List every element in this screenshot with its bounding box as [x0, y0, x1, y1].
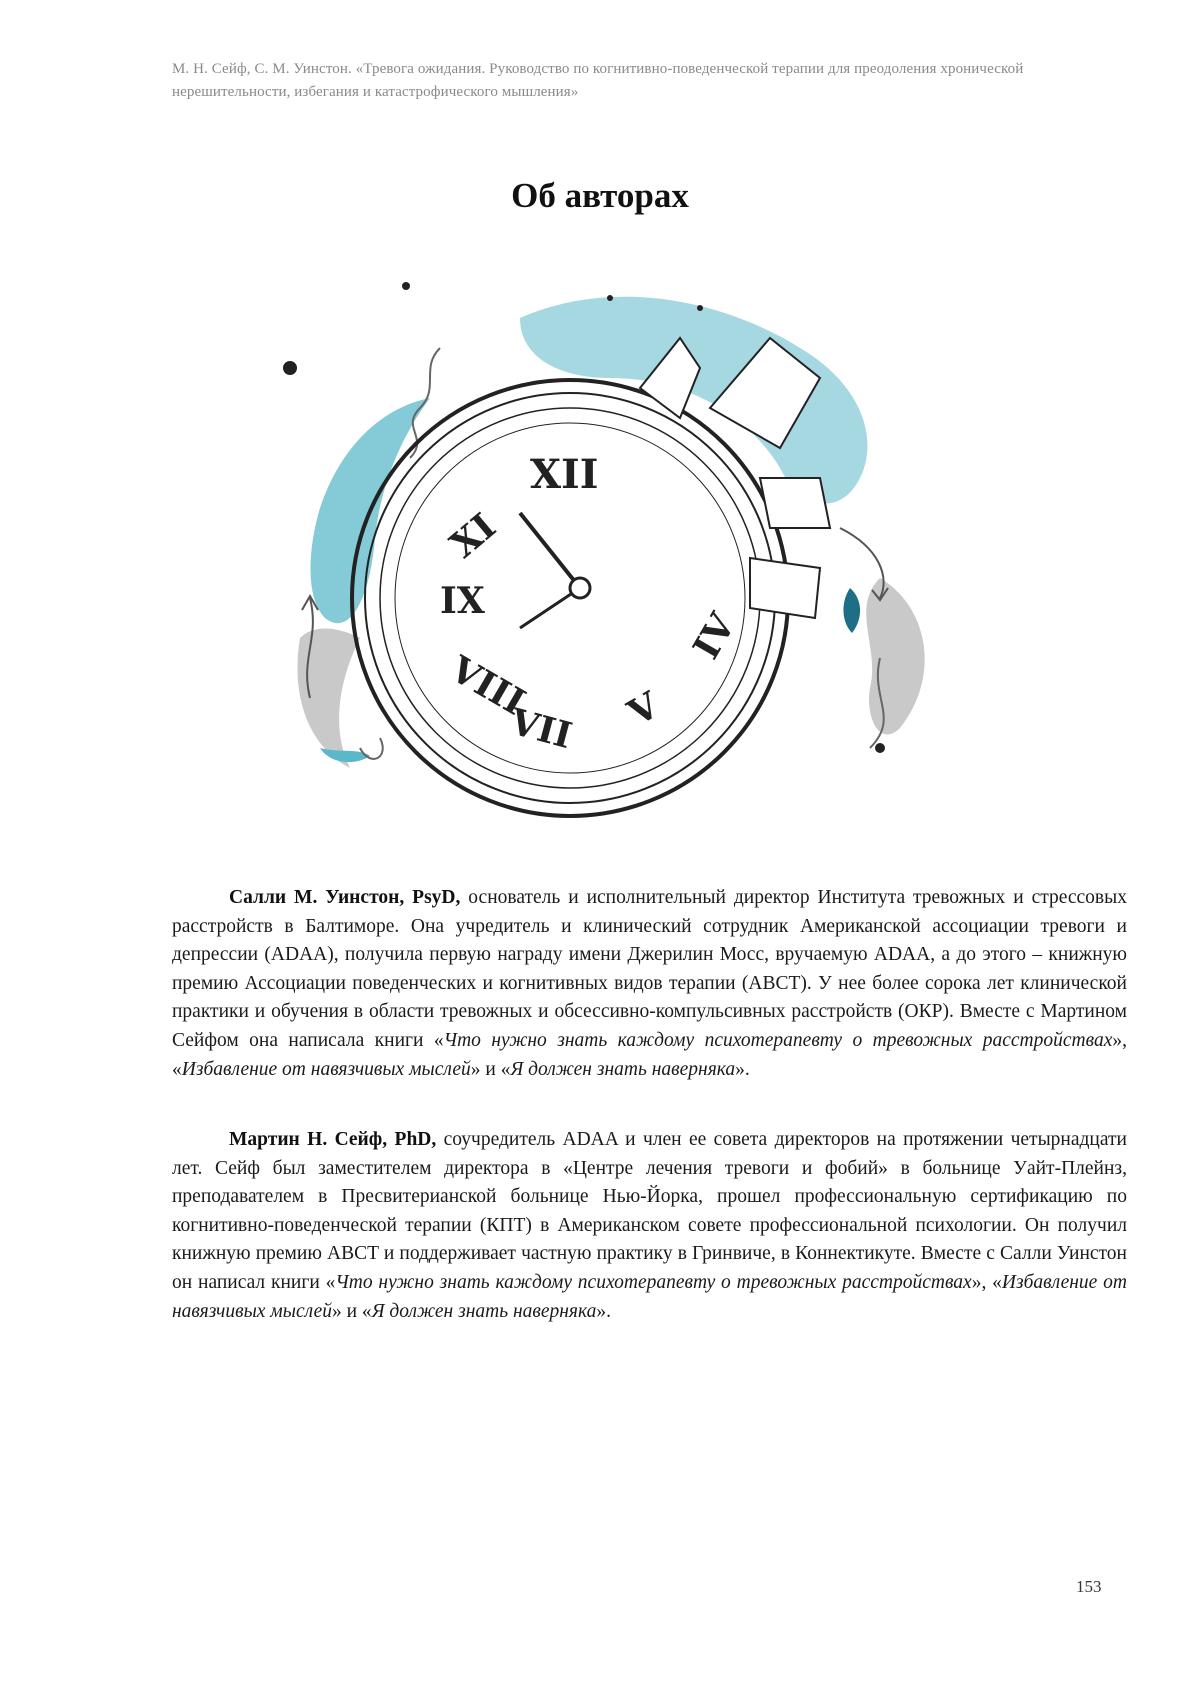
author-name: Салли М. Уинстон, PsyD, [229, 887, 461, 908]
bio-text: основатель и исполнительный директор Института тревожных и стрессовых расстройств в Балтиморе. Она учредитель и клинический сотрудник Американской ассоциации тревоги и депрессии (ADAA), получила первую награду имени Джерилин Мосс, вручаемую ADAA, а до этого – книжную премию Ассоциации поведенческих и когнитивных видов терапии (ABCT). У нее более сорока лет клинической практики и обучения в области тревожных и обсессивно-компульсивных расстройств (ОКР). Вместе с Мартином Сейфом она написала книги « [172, 887, 1127, 1051]
dot [697, 305, 703, 311]
clock-shard [760, 478, 830, 528]
bio-text: соучредитель ADAA и член ее совета директоров на протяжении четырнадцати лет. Сейф был заместителем директора в «Центре лечения тревоги и фобий» в больнице Уайт-Плейнз, преподавателем в Пресвитерианской больнице Нью-Йорка, прошел профессиональную сертификацию по когнитивно-поведенческой терапии (КПТ) в Американском совете профессиональной психологии. Он получил книжную премию ABCT и поддерживает частную практику в Гринвиче, в Коннектикуте. Вместе с Салли Уинстон он написал книги « [172, 1129, 1127, 1293]
dot [283, 361, 297, 375]
dot [875, 743, 885, 753]
gray-blob-left [297, 629, 360, 768]
dot [607, 295, 613, 301]
bio-text: ». [596, 1300, 612, 1322]
page-title: Об авторах [511, 176, 689, 215]
bio-text: », « [971, 1271, 1002, 1293]
gray-blob-right [866, 578, 924, 734]
bio-text: » и « [332, 1300, 372, 1322]
book-title: Я должен знать наверняка [510, 1058, 736, 1080]
clock-numeral: IV [685, 606, 744, 667]
bio-sally-winston [172, 884, 1127, 1084]
clock-shard [750, 558, 820, 618]
clock-center [570, 578, 590, 598]
bio-text: » и « [470, 1058, 511, 1080]
bio-martin-seif [172, 1126, 1127, 1326]
clock-numeral: XI [442, 505, 504, 567]
bio-text: ». [735, 1058, 750, 1080]
clock-numeral: VII [505, 700, 577, 758]
clock-numeral: XII [530, 451, 599, 498]
clock-numeral: VIII [443, 648, 533, 724]
book-title: Избавление от навязчивых мыслей [181, 1058, 471, 1080]
dark-blob-right [843, 588, 860, 633]
page-number: 153 [1076, 1577, 1102, 1596]
running-head: М. Н. Сейф, С. М. Уинстон. «Тревога ожидания. Руководство по когнитивно-поведенческой терапии для преодоления хронической нерешительности, избегания и катастрофического мышления» [172, 61, 1024, 100]
dot [402, 282, 410, 290]
bio-text: », « [172, 1029, 1127, 1080]
broken-clock-illustration [280, 278, 940, 838]
book-title: Что нужно знать каждому психотерапевту о тревожных расстройствах [443, 1029, 1113, 1051]
clock-numeral: IX [440, 580, 485, 622]
book-title: Избавление от навязчивых мыслей [172, 1271, 1127, 1322]
book-title: Что нужно знать каждому психотерапевту о тревожных расстройствах [335, 1271, 972, 1293]
clock-numeral: V [621, 684, 667, 735]
clock-hour-hand [520, 513, 580, 588]
book-title: Я должен знать наверняка [371, 1300, 597, 1322]
blue-blob-bottom-left [320, 748, 370, 762]
author-name: Мартин Н. Сейф, PhD, [229, 1129, 437, 1150]
